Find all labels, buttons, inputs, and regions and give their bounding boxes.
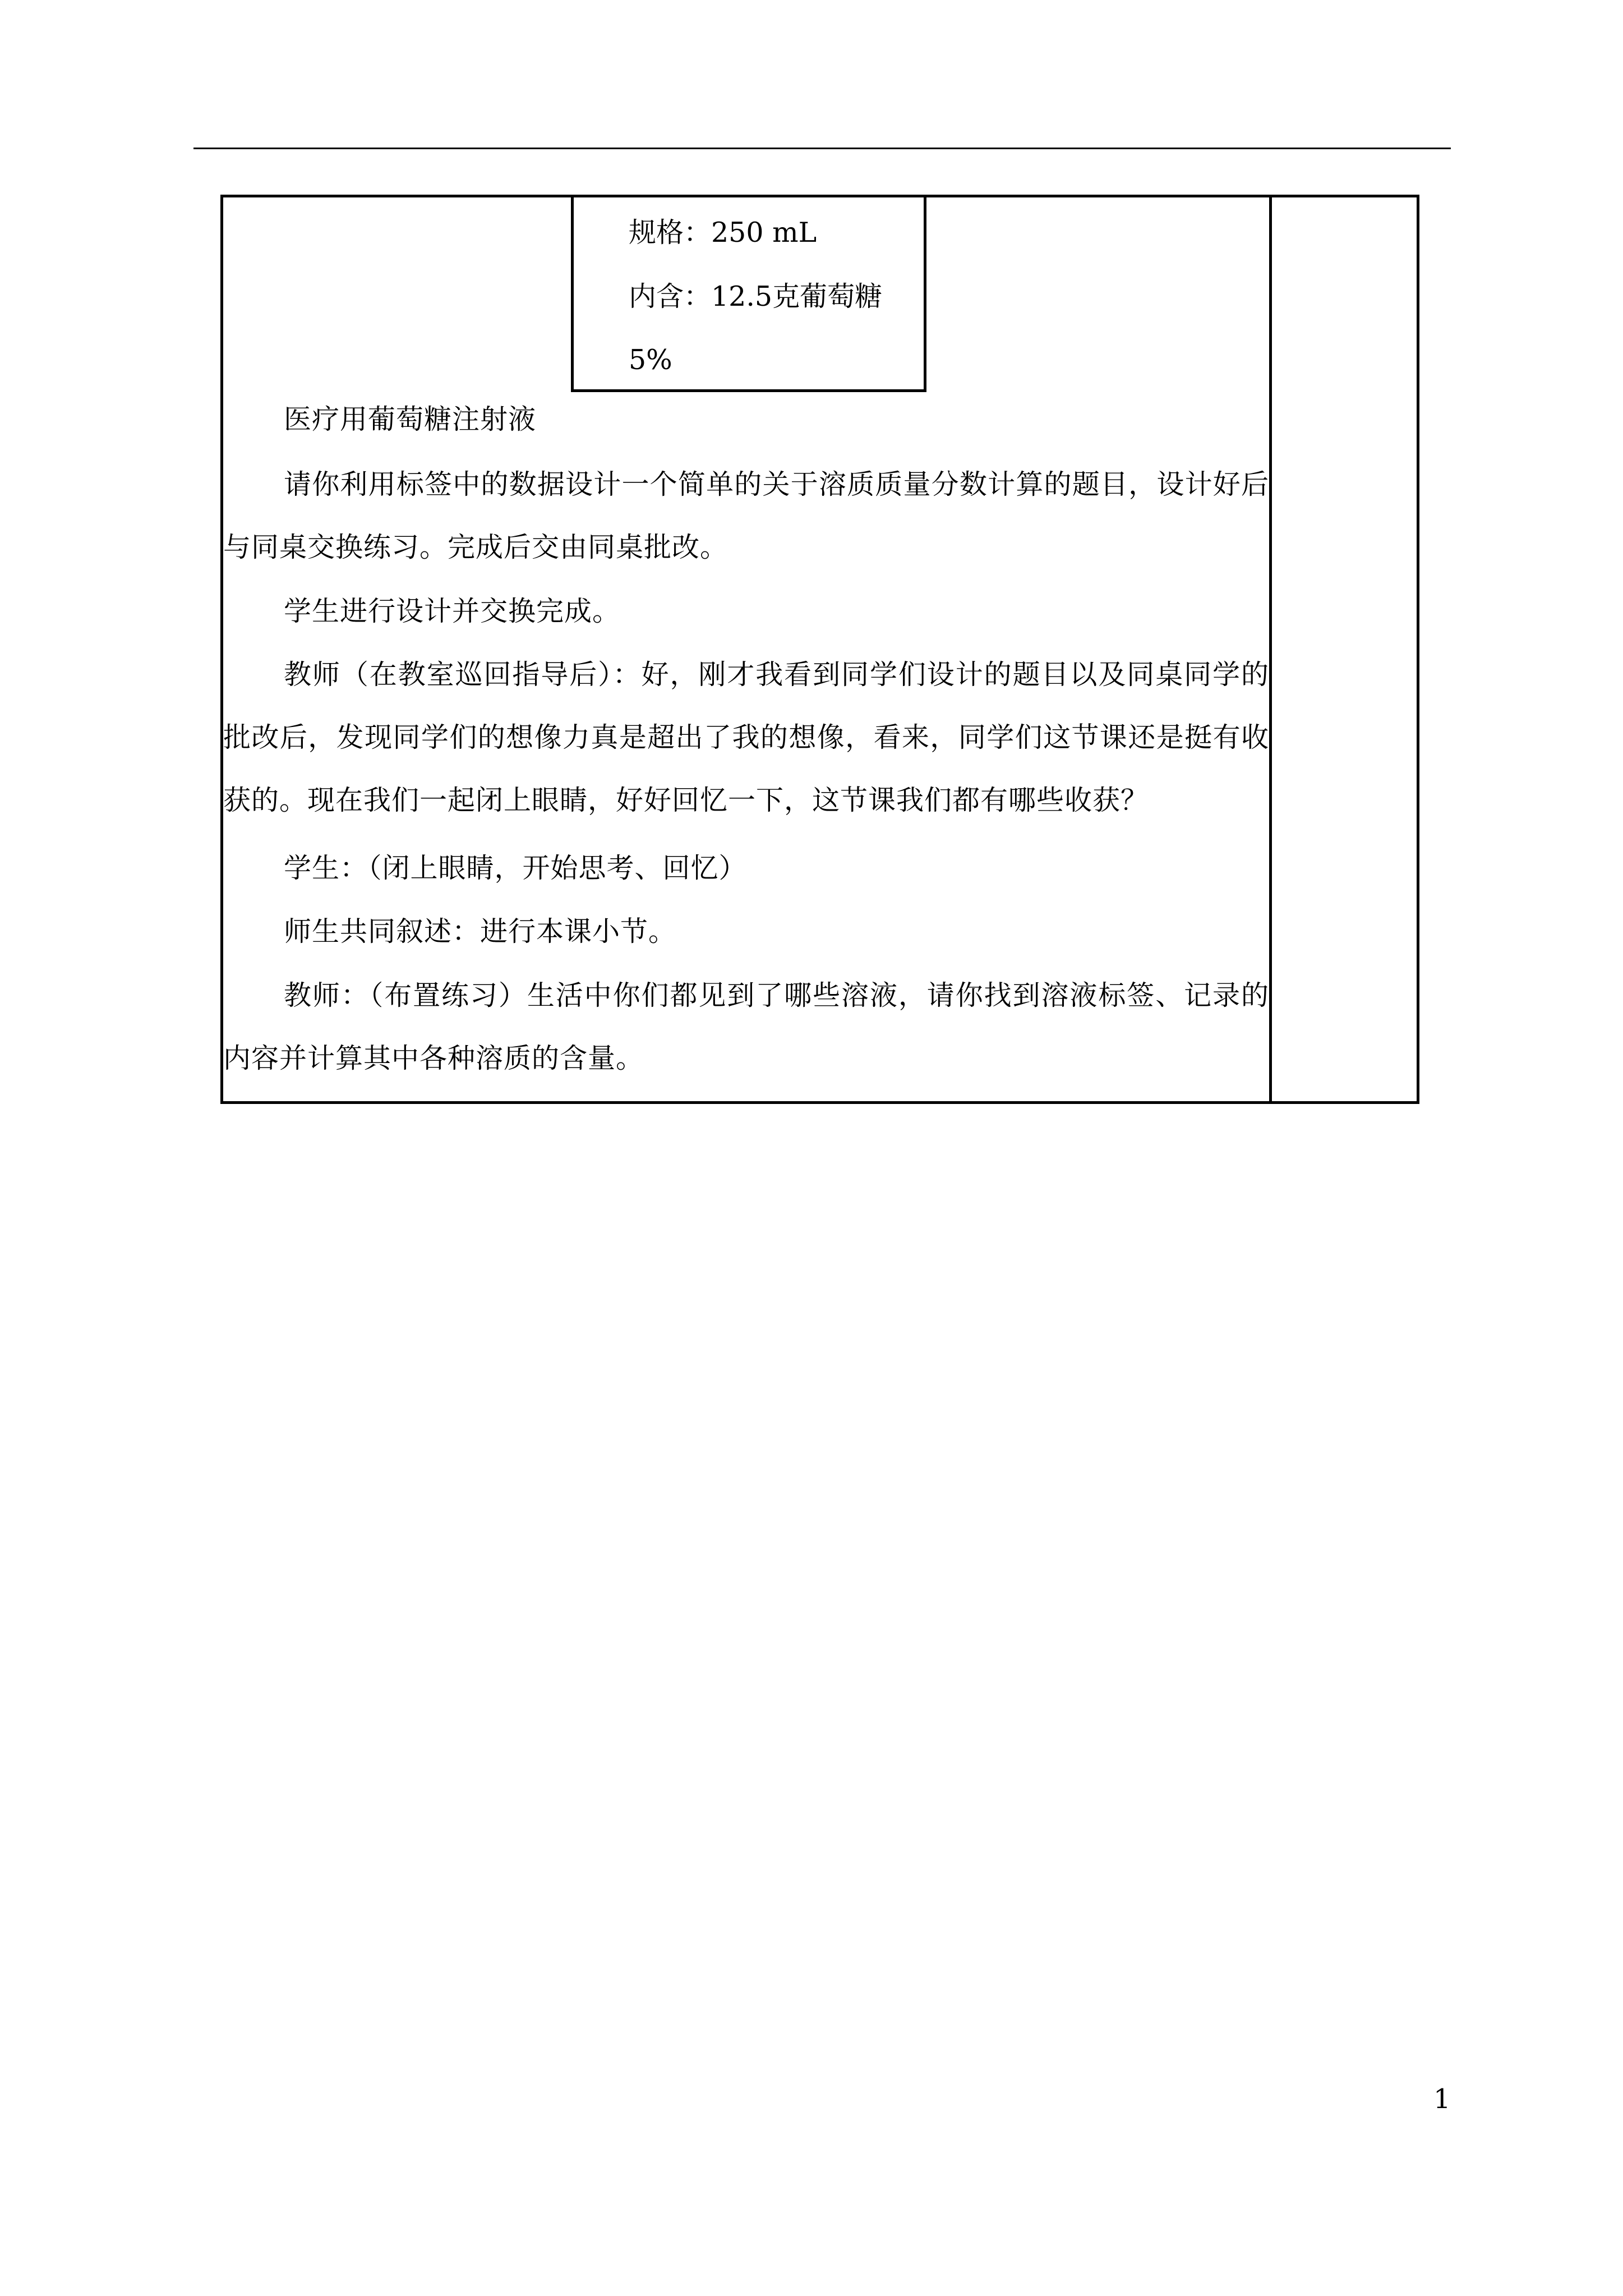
table-column-divider <box>1269 197 1272 1101</box>
paragraph-students-design: 学生进行设计并交换完成。 <box>284 595 621 627</box>
paragraph-homework: 教师：（布置练习）生活中你们都见到了哪些溶液，请你找到溶液标签、记录的内容并计算其中各种溶质的含量。 <box>223 979 1269 1074</box>
label-spec: 规格：250 mL <box>629 217 817 249</box>
lesson-table <box>220 195 1419 1104</box>
glucose-label-card <box>571 195 926 392</box>
paragraph-label-caption: 医疗用葡萄糖注射液 <box>284 403 537 435</box>
paragraph-summary: 师生共同叙述：进行本课小节。 <box>284 915 677 947</box>
paragraph-students-reflect: 学生：（闭上眼睛，开始思考、回忆） <box>284 852 747 884</box>
header-rule <box>193 148 1451 149</box>
label-content: 内含：12.5克葡萄糖 <box>629 280 883 312</box>
page-number: 1 <box>1433 2083 1451 2115</box>
label-concentration: 5% <box>629 344 672 376</box>
paragraph-task: 请你利用标签中的数据设计一个简单的关于溶质质量分数计算的题目，设计好后与同桌交换练习。完成后交由同桌批改。 <box>223 468 1269 563</box>
paragraph-teacher-review: 教师（在教室巡回指导后）：好，刚才我看到同学们设计的题目以及同桌同学的批改后，发现同学们的想像力真是超出了我的想像，看来，同学们这节课还是挺有收获的。现在我们一起闭上眼睛，好好回忆一下，这节课我们都有哪些收获？ <box>223 659 1269 816</box>
